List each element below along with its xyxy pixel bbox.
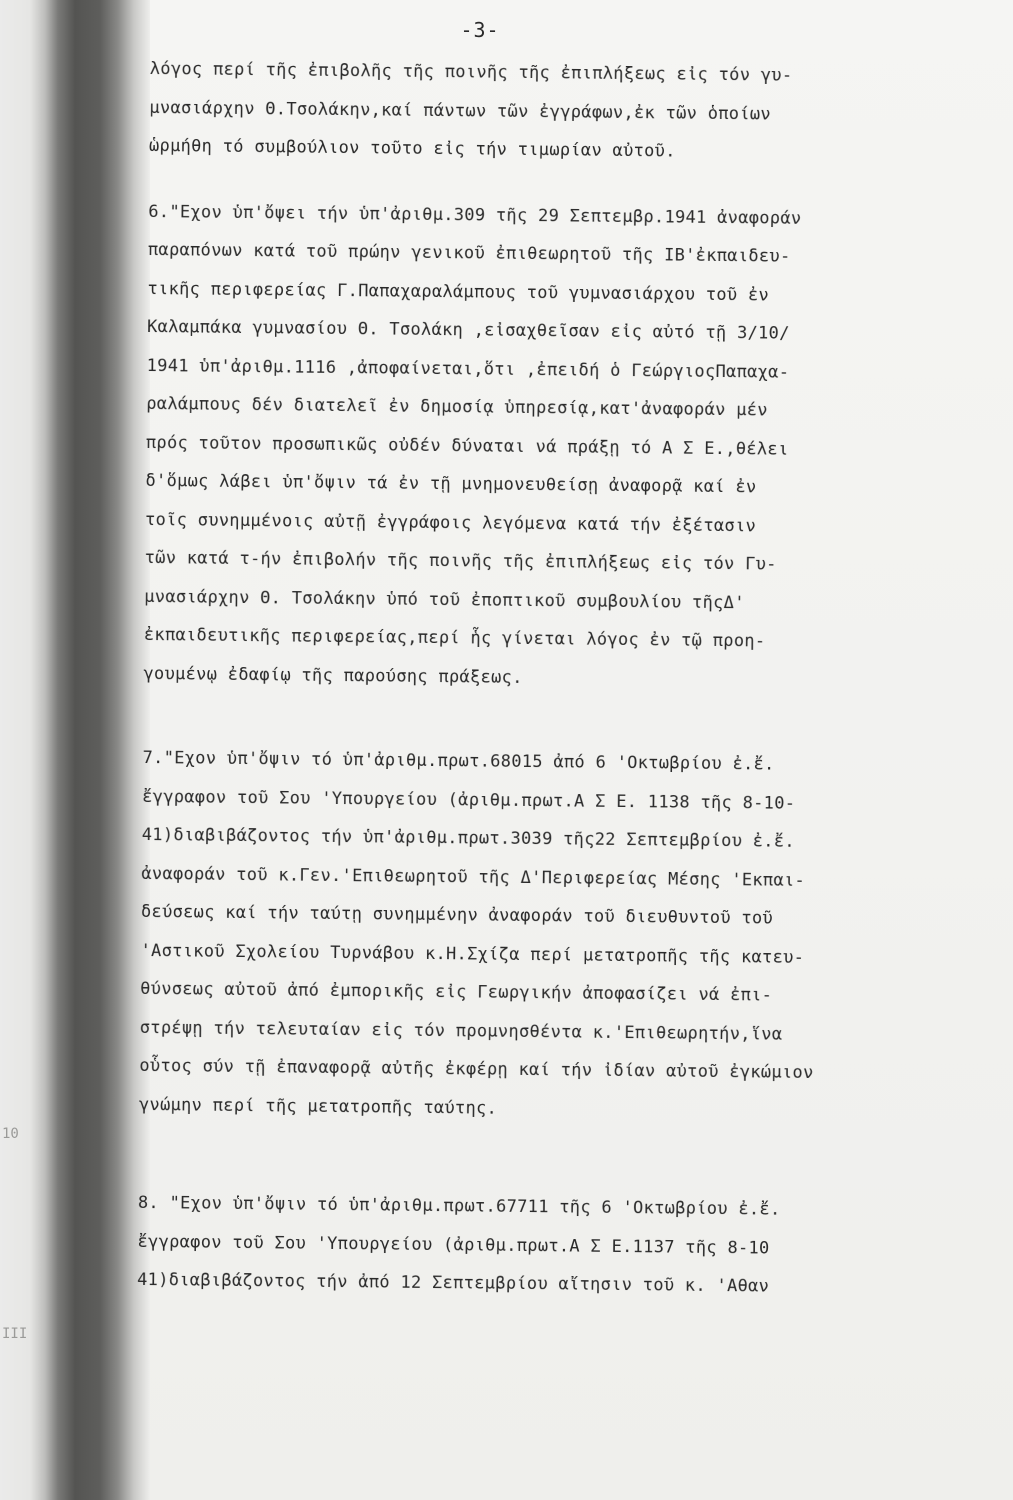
paragraph-7: [139, 739, 993, 1133]
paragraph-6: [143, 192, 998, 701]
text-line: 41)διαβιβάζοντος τήν ὑπ'ἀριθμ.πρωτ.3039 τῆς22 Σεπτεμβρίου ἐ.ἔ.: [141, 824, 796, 852]
text-line: ἐκπαιδευτικῆς περιφερείας,περί ἧς γίνεται λόγος ἐν τῷ προη-: [143, 624, 766, 652]
text-line: δεύσεως καί τήν ταύτῃ συνημμένην ἀναφοράν τοῦ διευθυντοῦ τοῦ: [140, 901, 774, 929]
text-line: γουμένῳ ἐδαφίῳ τῆς παρούσης πράξεως.: [143, 663, 523, 688]
paragraph-8: [137, 1184, 988, 1308]
text-line: πρός τοῦτον προσωπικῶς οὐδέν δύναται νά πράξῃ τό Α Σ Ε.,θέλει: [145, 432, 789, 460]
text-line: 8. "Εχον ὑπ'ὄψιν τό ὑπ'ἀριθμ.πρωτ.67711 τῆς 6 'Οκτωβρίου ἐ.ἔ.: [137, 1192, 781, 1220]
text-line: Καλαμπάκα γυμνασίου Θ. Τσολάκη ,εἰσαχθεῖσαν εἰς αὐτό τῇ 3/10/: [146, 316, 790, 344]
text-line: ἀναφοράν τοῦ κ.Γεν.'Επιθεωρητοῦ τῆς Δ'Περιφερείας Μέσης 'Εκπαι-: [141, 863, 806, 891]
page-number: -3-: [460, 18, 500, 42]
text-line: λόγος περί τῆς ἐπιβολῆς τῆς ποινῆς τῆς ἐπιπλήξεως εἰς τόν γυ-: [149, 58, 793, 86]
text-line: 1941 ὑπ'ἀριθμ.1116 ,ἀποφαίνεται,ὅτι ,ἐπειδή ὁ ΓεώργιοςΠαπαχα-: [146, 355, 790, 383]
text-line: γνώμην περί τῆς μετατροπῆς ταύτης.: [138, 1094, 498, 1119]
text-line: ἔγγραφον τοῦ Σου 'Υπουργείου (ἀριθμ.πρωτ.Α Σ Ε. 1138 τῆς 8-10-: [142, 786, 796, 814]
text-line: ὡρμήθη τό συμβούλιον τοῦτο εἰς τήν τιμωρίαν αὐτοῦ.: [148, 135, 676, 162]
text-line: ραλάμπους δέν διατελεῖ ἐν δημοσίᾳ ὑπηρεσίᾳ,κατ'ἀναφοράν μέν: [146, 393, 768, 421]
text-line: 6."Εχον ὑπ'ὄψει τήν ὑπ'ἀριθμ.309 τῆς 29 Σεπτεμβρ.1941 ἀναφοράν: [148, 201, 802, 229]
text-line: θύνσεως αὐτοῦ ἀπό ἐμπορικῆς εἰς Γεωργικήν ἀποφασίζει νά ἐπι-: [140, 978, 773, 1006]
scan-binding-shadow: [0, 0, 150, 1500]
text-line: τικῆς περιφερείας Γ.Παπαχαραλάμπους τοῦ γυμνασιάρχου τοῦ ἐν: [147, 278, 770, 305]
text-line: ἔγγραφον τοῦ Σου 'Υπουργείου (ἀριθμ.πρωτ.Α Σ Ε.1137 τῆς 8-10: [137, 1231, 770, 1259]
text-line: 41)διαβιβάζοντος τήν ἀπό 12 Σεπτεμβρίου αἴτησιν τοῦ κ. 'Αθαν: [137, 1269, 770, 1297]
text-line: οὗτος σύν τῇ ἐπαναφορᾷ αὐτῆς ἐκφέρῃ καί τήν ἰδίαν αὐτοῦ ἐγκώμιον: [139, 1055, 814, 1084]
text-line: 7."Εχον ὑπ'ὄψιν τό ὑπ'ἀριθμ.πρωτ.68015 ἀπό 6 'Οκτωβρίου ἐ.ἔ.: [142, 747, 775, 775]
document-body: [137, 50, 1000, 1308]
paragraph-intro: [149, 50, 1000, 174]
text-line: δ'ὅμως λάβει ὑπ'ὄψιν τά ἐν τῇ μνημονευθείσῃ ἀναφορᾷ καί ἐν: [145, 470, 757, 498]
text-line: μνασιάρχην Θ. Τσολάκην ὑπό τοῦ ἐποπτικοῦ συμβουλίου τῆςΔ': [144, 586, 745, 613]
text-line: παραπόνων κατά τοῦ πρώην γενικοῦ ἐπιθεωρητοῦ τῆς ΙΒ'ἐκπαιδευ-: [147, 239, 791, 267]
text-line: στρέψῃ τήν τελευταίαν εἰς τόν προμνησθέντα κ.'Επιθεωρητήν,ἵνα: [139, 1017, 783, 1045]
text-line: μνασιάρχην Θ.Τσολάκην,καί πάντων τῶν ἐγγράφων,ἐκ τῶν ὁποίων: [149, 97, 772, 125]
margin-mark: III: [2, 1326, 28, 1342]
text-line: τοῖς συνημμένοις αὐτῇ ἐγγράφοις λεγόμενα κατά τήν ἐξέτασιν: [144, 509, 757, 536]
text-line: 'Αστικοῦ Σχολείου Τυρνάβου κ.Η.Σχίζα περί μετατροπῆς τῆς κατευ-: [140, 940, 805, 968]
text-line: τῶν κατά τ-ήν ἐπιβολήν τῆς ποινῆς τῆς ἐπιπλήξεως εἰς τόν Γυ-: [144, 547, 777, 575]
margin-mark: 10: [2, 1126, 19, 1142]
